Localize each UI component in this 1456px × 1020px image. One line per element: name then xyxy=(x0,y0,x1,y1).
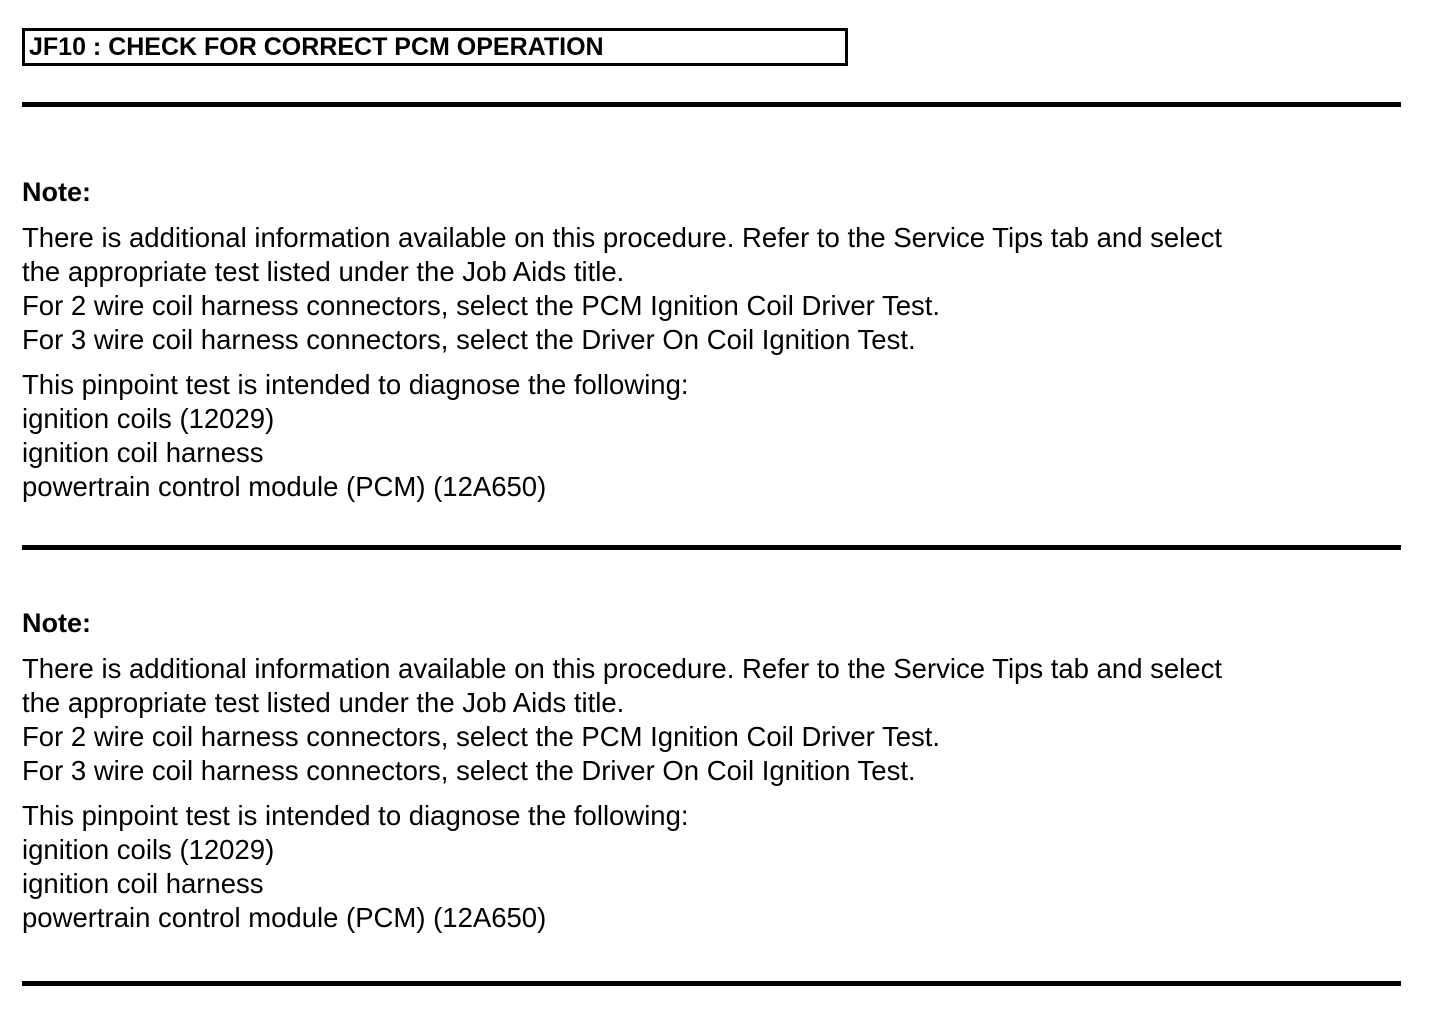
note-info-paragraph xyxy=(22,652,1422,788)
note-section-1 xyxy=(22,177,1422,504)
diagnose-intro: This pinpoint test is intended to diagnose the following: xyxy=(22,369,689,400)
note-info-line: There is additional information available on this procedure. Refer to the Service Tips tab and select xyxy=(22,653,1222,684)
divider-bottom xyxy=(22,981,1401,986)
divider-top xyxy=(22,102,1401,107)
diagnose-item: ignition coils (12029) xyxy=(22,403,275,434)
note-info-line: For 3 wire coil harness connectors, select the Driver On Coil Ignition Test. xyxy=(22,324,916,355)
diagnose-item: ignition coils (12029) xyxy=(22,834,275,865)
note-info-line: For 2 wire coil harness connectors, select the PCM Ignition Coil Driver Test. xyxy=(22,721,941,752)
divider-middle xyxy=(22,545,1401,550)
note-info-line: For 3 wire coil harness connectors, select the Driver On Coil Ignition Test. xyxy=(22,755,916,786)
diagnose-paragraph xyxy=(22,368,1422,504)
diagnose-item: powertrain control module (PCM) (12A650) xyxy=(22,471,547,502)
diagnose-paragraph xyxy=(22,799,1422,935)
diagnose-item: powertrain control module (PCM) (12A650) xyxy=(22,902,547,933)
note-info-paragraph xyxy=(22,221,1422,357)
note-heading: Note: xyxy=(22,608,91,638)
note-section-2 xyxy=(22,608,1422,935)
note-info-line: For 2 wire coil harness connectors, select the PCM Ignition Coil Driver Test. xyxy=(22,290,941,321)
note-info-line: the appropriate test listed under the Job Aids title. xyxy=(22,687,625,718)
note-info-line: There is additional information available on this procedure. Refer to the Service Tips tab and select xyxy=(22,222,1222,253)
note-info-line: the appropriate test listed under the Job Aids title. xyxy=(22,256,625,287)
note-heading: Note: xyxy=(22,177,91,207)
page-title: JF10 : CHECK FOR CORRECT PCM OPERATION xyxy=(29,33,604,61)
diagnose-item: ignition coil harness xyxy=(22,868,264,899)
diagnose-intro: This pinpoint test is intended to diagnose the following: xyxy=(22,800,689,831)
title-box xyxy=(22,28,848,66)
diagnose-item: ignition coil harness xyxy=(22,437,264,468)
